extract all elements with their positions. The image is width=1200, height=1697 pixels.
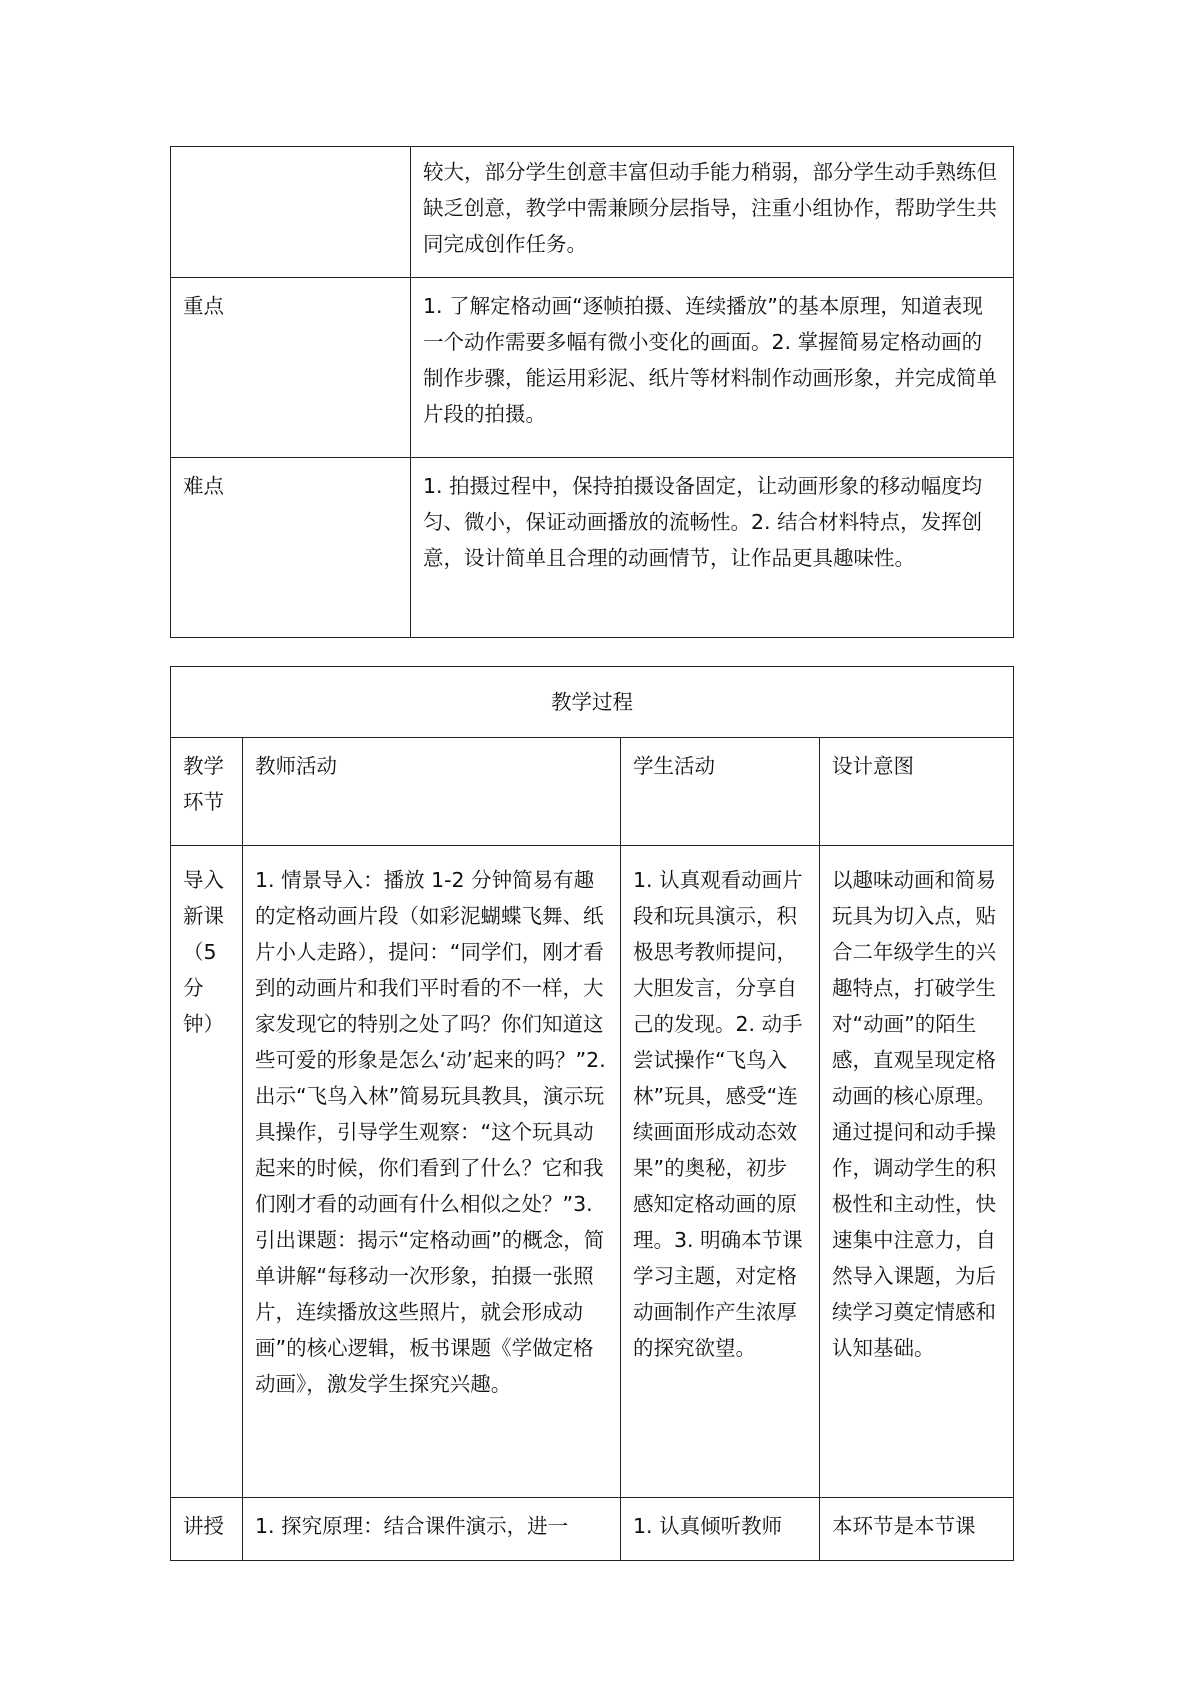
table-title: 教学过程 <box>171 667 1014 738</box>
teacher-activity-text: 1. 探究原理：结合课件演示，进一 <box>255 1514 569 1538</box>
table-row <box>171 147 1014 278</box>
design-intent-text: 本环节是本节课 <box>832 1514 976 1538</box>
teaching-process-table <box>170 666 1014 1561</box>
table-row <box>171 278 1014 458</box>
table-title-row <box>171 667 1014 738</box>
table-header-row <box>171 738 1014 846</box>
design-intent-cell: 以趣味动画和简易玩具为切入点，贴合二年级学生的兴趣特点，打破学生对“动画”的陌生感，直观呈现定格动画的核心原理。通过提问和动手操作，调动学生的积极性和主动性，快速集中注意力，自然导入课题，为后续学习奠定情感和认知基础。 <box>820 846 1014 1498</box>
stage-text: 讲授 <box>183 1514 224 1538</box>
table-row <box>171 1498 1014 1561</box>
design-intent-cell <box>820 1498 1014 1561</box>
row-label <box>171 147 411 278</box>
row-content-key-points: 1. 了解定格动画“逐帧拍摄、连续播放”的基本原理，知道表现一个动作需要多幅有微小变化的画面。2. 掌握简易定格动画的制作步骤，能运用彩泥、纸片等材料制作动画形象，并完成简单片段的拍摄。 <box>411 278 1014 458</box>
teacher-activity-cell: 1. 情景导入：播放 1-2 分钟简易有趣的定格动画片段（如彩泥蝴蝶飞舞、纸片小人走路），提问：“同学们，刚才看到的动画片和我们平时看的不一样，大家发现它的特别之处了吗？你们知道这些可爱的形象是怎么‘动’起来的吗？”2. 出示“飞鸟入林”简易玩具教具，演示玩具操作，引导学生观察：“这个玩具动起来的时候，你们看到了什么？它和我们刚才看的动画有什么相似之处？”3. 引出课题：揭示“定格动画”的概念，简单讲解“每移动一次形象，拍摄一张照片，连续播放这些照片，就会形成动画”的核心逻辑，板书课题《学做定格动画》，激发学生探究兴趣。 <box>243 846 621 1498</box>
teacher-activity-cell <box>243 1498 621 1561</box>
row-label-key-points: 重点 <box>171 278 411 458</box>
student-activity-cell: 1. 认真观看动画片段和玩具演示，积极思考教师提问，大胆发言，分享自己的发现。2. 动手尝试操作“飞鸟入林”玩具，感受“连续画面形成动态效果”的奥秘，初步感知定格动画的原理。3. 明确本节课学习主题，对定格动画制作产生浓厚的探究欲望。 <box>621 846 820 1498</box>
lesson-info-table <box>170 146 1014 638</box>
table-row <box>171 846 1014 1498</box>
student-activity-text: 1. 认真倾听教师 <box>633 1514 783 1538</box>
header-design-intent: 设计意图 <box>820 738 1014 846</box>
row-content: 较大，部分学生创意丰富但动手能力稍弱，部分学生动手熟练但缺乏创意，教学中需兼顾分层指导，注重小组协作，帮助学生共同完成创作任务。 <box>411 147 1014 278</box>
header-teacher-activity: 教师活动 <box>243 738 621 846</box>
row-label-difficulties: 难点 <box>171 458 411 638</box>
student-activity-cell <box>621 1498 820 1561</box>
stage-cell <box>171 1498 243 1561</box>
header-stage: 教学环节 <box>171 738 243 846</box>
row-content-difficulties: 1. 拍摄过程中，保持拍摄设备固定，让动画形象的移动幅度均匀、微小，保证动画播放的流畅性。2. 结合材料特点，发挥创意，设计简单且合理的动画情节，让作品更具趣味性。 <box>411 458 1014 638</box>
header-student-activity: 学生活动 <box>621 738 820 846</box>
stage-cell: 导入新课（5分钟） <box>171 846 243 1498</box>
table-row <box>171 458 1014 638</box>
